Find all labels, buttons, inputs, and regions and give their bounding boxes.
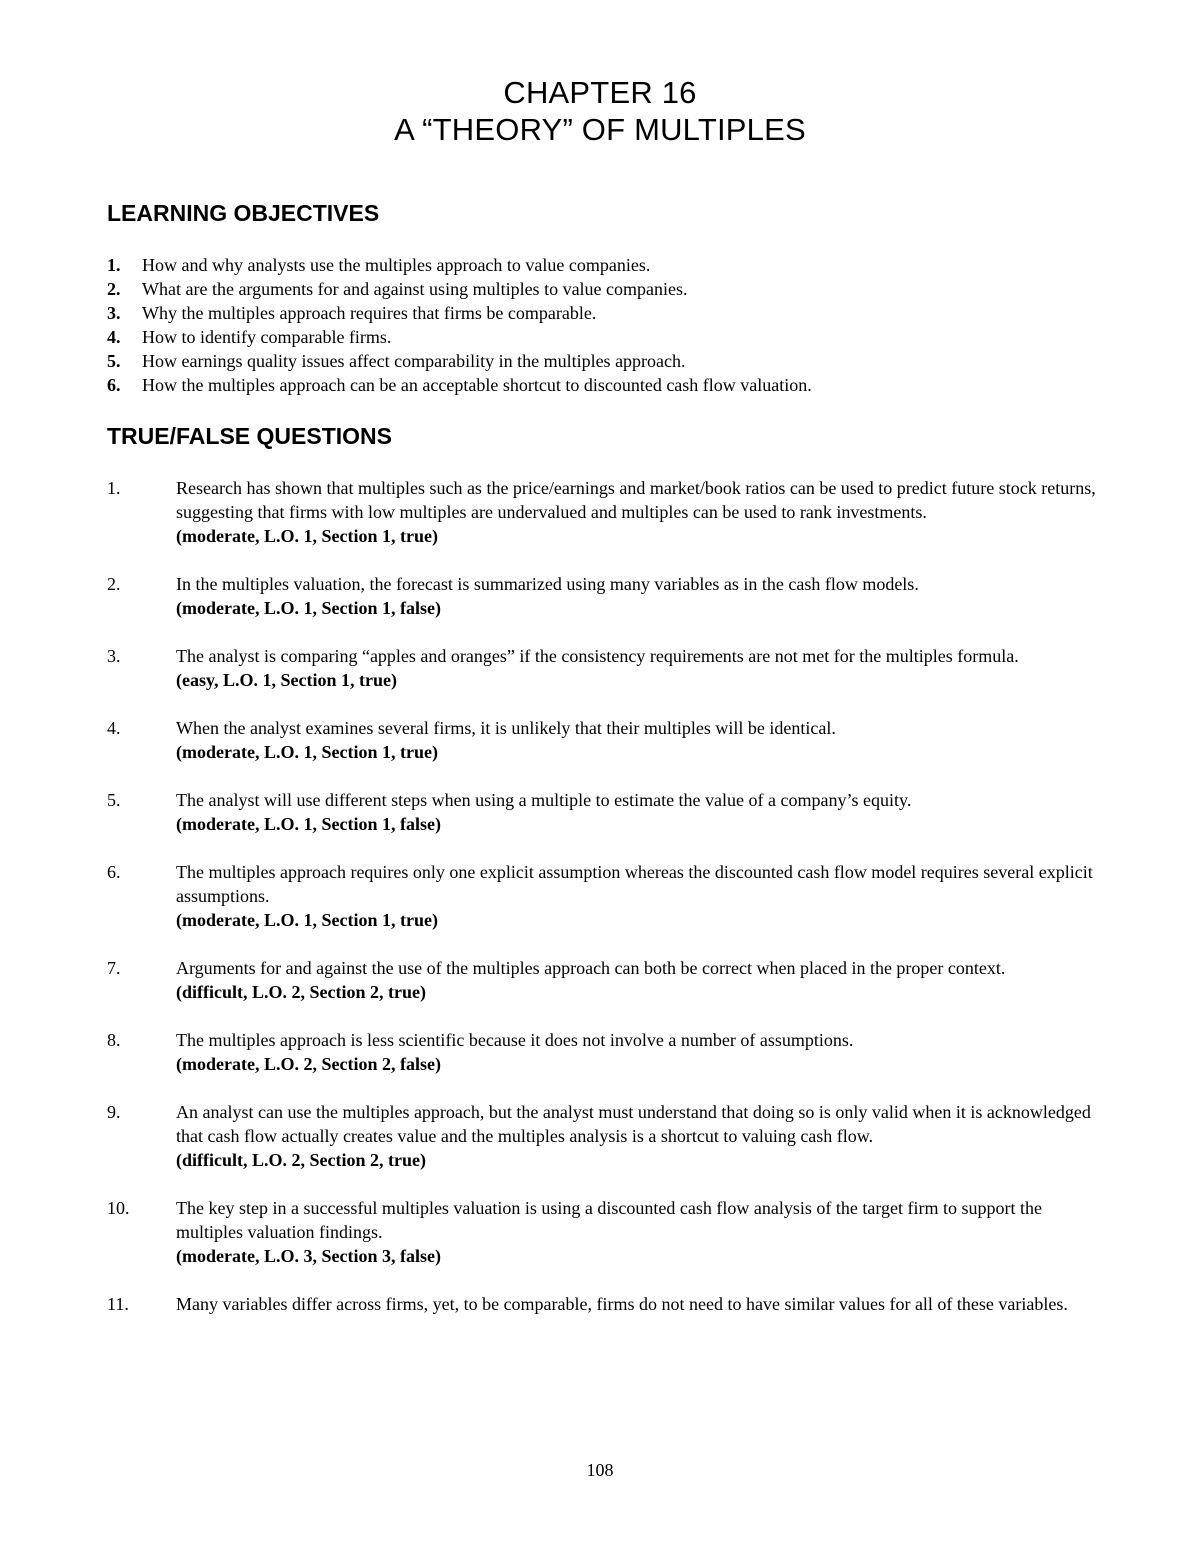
- question-text: When the analyst examines several firms, it is unlikely that their multiples will be identical.: [176, 718, 836, 738]
- true-false-question-list: [107, 476, 1097, 1340]
- objective-number: 5.: [107, 351, 121, 371]
- question-answer-key: (difficult, L.O. 2, Section 2, true): [176, 1150, 426, 1170]
- question-text: An analyst can use the multiples approach, but the analyst must understand that doing so is only valid when it is acknowledged that cash flow actually creates value and the multiples analysis is a shortcut to valuing cash flow.: [176, 1102, 1091, 1146]
- question-item: [107, 1100, 1097, 1172]
- question-text: The multiples approach requires only one explicit assumption whereas the discounted cash flow model requires several explicit assumptions.: [176, 862, 1093, 906]
- question-text: In the multiples valuation, the forecast is summarized using many variables as in the cash flow models.: [176, 574, 919, 594]
- objective-item: [107, 373, 1107, 397]
- learning-objectives-list: [107, 253, 1107, 397]
- objective-item: [107, 277, 1107, 301]
- question-item: [107, 860, 1097, 932]
- question-number: 6.: [107, 862, 121, 882]
- question-item: [107, 572, 1097, 620]
- objective-text: How and why analysts use the multiples approach to value companies.: [142, 255, 651, 275]
- question-text: The multiples approach is less scientific because it does not involve a number of assumptions.: [176, 1030, 854, 1050]
- question-answer-key: (difficult, L.O. 2, Section 2, true): [176, 982, 426, 1002]
- chapter-number: CHAPTER 16: [503, 75, 697, 110]
- learning-objectives-heading: LEARNING OBJECTIVES: [107, 200, 380, 226]
- question-answer-key: (moderate, L.O. 1, Section 1, true): [176, 526, 438, 546]
- objective-text: How the multiples approach can be an acceptable shortcut to discounted cash flow valuation.: [142, 375, 812, 395]
- page-number: 108: [586, 1460, 614, 1480]
- question-number: 10.: [107, 1198, 130, 1218]
- objective-item: [107, 349, 1107, 373]
- question-answer-key: (moderate, L.O. 3, Section 3, false): [176, 1246, 441, 1266]
- question-number: 7.: [107, 958, 121, 978]
- objective-text: How to identify comparable firms.: [142, 327, 392, 347]
- objective-item: [107, 253, 1107, 277]
- objective-text: How earnings quality issues affect comparability in the multiples approach.: [142, 351, 686, 371]
- objective-item: [107, 325, 1107, 349]
- question-item: [107, 1196, 1097, 1268]
- question-item: [107, 956, 1097, 1004]
- question-text: Research has shown that multiples such as the price/earnings and market/book ratios can be used to predict future stock returns, suggesting that firms with low multiples are undervalued and multiples can be used to rank investments.: [176, 478, 1096, 522]
- question-number: 1.: [107, 478, 121, 498]
- question-answer-key: (moderate, L.O. 1, Section 1, true): [176, 742, 438, 762]
- question-text: Arguments for and against the use of the multiples approach can both be correct when placed in the proper context.: [176, 958, 1006, 978]
- question-item: [107, 788, 1097, 836]
- question-answer-key: (moderate, L.O. 2, Section 2, false): [176, 1054, 441, 1074]
- question-number: 8.: [107, 1030, 121, 1050]
- question-number: 11.: [107, 1294, 129, 1314]
- question-item: [107, 644, 1097, 692]
- objective-number: 4.: [107, 327, 121, 347]
- chapter-header: [0, 74, 1200, 148]
- chapter-title: A “THEORY” OF MULTIPLES: [394, 112, 806, 147]
- question-number: 2.: [107, 574, 121, 594]
- question-answer-key: (moderate, L.O. 1, Section 1, false): [176, 598, 441, 618]
- question-item: [107, 1028, 1097, 1076]
- question-answer-key: (moderate, L.O. 1, Section 1, true): [176, 910, 438, 930]
- question-text: The analyst is comparing “apples and oranges” if the consistency requirements are not met for the multiples formula.: [176, 646, 1019, 666]
- question-item: [107, 1292, 1097, 1316]
- question-text: The key step in a successful multiples valuation is using a discounted cash flow analysis of the target firm to support the multiples valuation findings.: [176, 1198, 1042, 1242]
- question-answer-key: (moderate, L.O. 1, Section 1, false): [176, 814, 441, 834]
- objective-text: Why the multiples approach requires that firms be comparable.: [142, 303, 597, 323]
- question-text: Many variables differ across firms, yet, to be comparable, firms do not need to have similar values for all of these variables.: [176, 1294, 1068, 1314]
- question-item: [107, 476, 1097, 548]
- objective-number: 2.: [107, 279, 121, 299]
- true-false-heading: TRUE/FALSE QUESTIONS: [107, 423, 392, 449]
- question-number: 4.: [107, 718, 121, 738]
- question-number: 3.: [107, 646, 121, 666]
- objective-number: 3.: [107, 303, 121, 323]
- objective-item: [107, 301, 1107, 325]
- question-number: 9.: [107, 1102, 121, 1122]
- question-number: 5.: [107, 790, 121, 810]
- question-text: The analyst will use different steps when using a multiple to estimate the value of a company’s equity.: [176, 790, 912, 810]
- objective-number: 1.: [107, 255, 121, 275]
- question-item: [107, 716, 1097, 764]
- objective-number: 6.: [107, 375, 121, 395]
- question-answer-key: (easy, L.O. 1, Section 1, true): [176, 670, 397, 690]
- objective-text: What are the arguments for and against using multiples to value companies.: [142, 279, 688, 299]
